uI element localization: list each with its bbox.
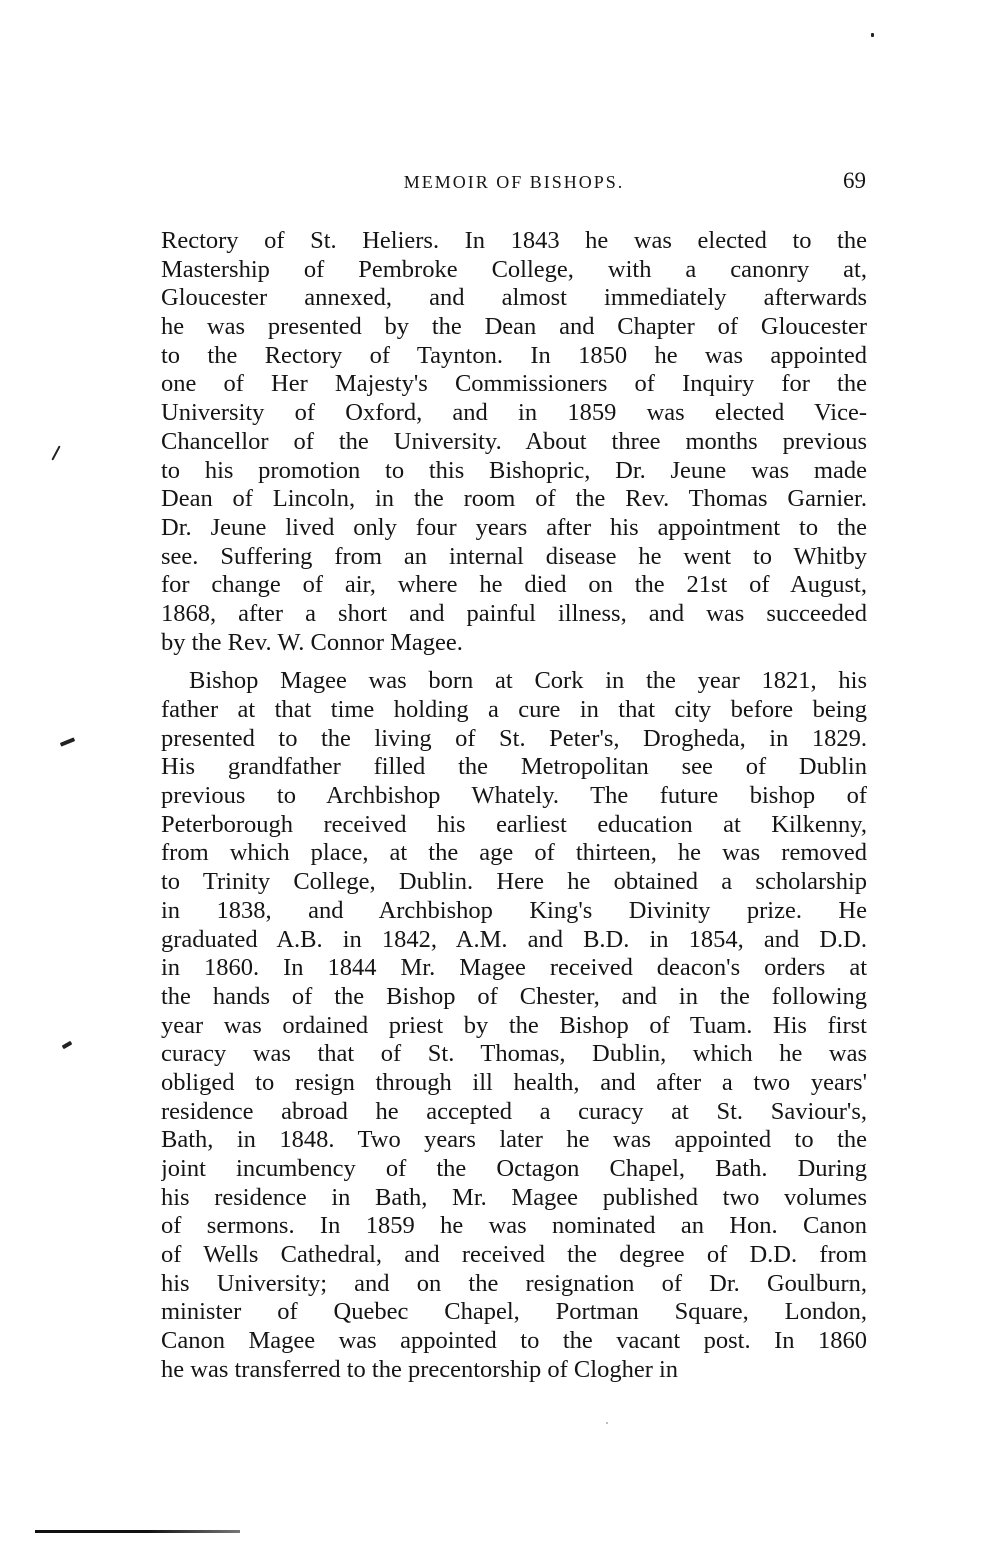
text-line: to Trinity College, Dublin. Here he obtained a scholarship [161, 868, 867, 896]
text-line: 1868, after a short and painful illness, and was succeeded [161, 599, 867, 627]
text-line: Peterborough received his earliest education at Kilkenny, [161, 810, 867, 838]
text-line: he was transferred to the precentorship of Clogher in [161, 1355, 679, 1383]
text-line: His grandfather filled the Metropolitan see of Dublin [161, 753, 867, 781]
text-line: Dean of Lincoln, in the room of the Rev. Thomas Garnier. [161, 485, 867, 513]
text-line: he was presented by the Dean and Chapter of Gloucester [161, 313, 867, 341]
running-title: MEMOIR OF BISHOPS. [403, 172, 625, 192]
body-text [161, 227, 867, 1385]
text-line: see. Suffering from an internal disease he went to Whitby [161, 542, 867, 570]
paragraph-bishop-magee [161, 667, 867, 1384]
margin-mark-tick [51, 445, 60, 460]
text-line: Gloucester annexed, and almost immediately afterwards [161, 284, 867, 312]
paragraph-gap [161, 657, 867, 667]
text-line: residence abroad he accepted a curacy at St. Saviour's, [161, 1097, 867, 1125]
text-line: Canon Magee was appointed to the vacant post. In 1860 [161, 1327, 867, 1355]
text-line: Bishop Magee was born at Cork in the year 1821, his [189, 667, 867, 695]
margin-mark-dash-2 [62, 1041, 73, 1049]
text-line: joint incumbency of the Octagon Chapel, Bath. During [161, 1155, 867, 1182]
text-line: Dr. Jeune lived only four years after his appointment to the [161, 513, 867, 541]
faint-speck-bottom [606, 1422, 608, 1424]
text-line: his residence in Bath, Mr. Magee published two volumes [161, 1183, 867, 1211]
text-line: minister of Quebec Chapel, Portman Square, London, [161, 1298, 867, 1326]
text-line: the hands of the Bishop of Chester, and in the following [161, 982, 867, 1010]
text-line: year was ordained priest by the Bishop of Tuam. His first [161, 1011, 867, 1039]
text-line: to his promotion to this Bishopric, Dr. Jeune was made [161, 456, 867, 484]
text-line: in 1838, and Archbishop King's Divinity prize. He [161, 896, 867, 924]
text-line: to the Rectory of Taynton. In 1850 he was appointed [161, 341, 867, 369]
text-line: obliged to resign through ill health, and after a two years' [161, 1068, 867, 1096]
text-line: curacy was that of St. Thomas, Dublin, which he was [161, 1040, 867, 1068]
text-line: for change of air, where he died on the 21st of August, [161, 571, 867, 599]
text-line: by the Rev. W. Connor Magee. [161, 628, 463, 656]
text-line: graduated A.B. in 1842, A.M. and B.D. in 1854, and D.D. [161, 925, 867, 953]
bottom-rule-line [35, 1530, 240, 1533]
running-header [162, 168, 866, 202]
text-line: Mastership of Pembroke College, with a canonry at, [161, 255, 867, 283]
text-line: Rectory of St. Heliers. In 1843 he was elected to the [161, 227, 867, 254]
margin-mark-dash-1 [60, 737, 75, 746]
text-line: in 1860. In 1844 Mr. Magee received deacon's orders at [161, 954, 867, 982]
text-line: from which place, at the age of thirteen, he was removed [161, 839, 867, 867]
text-line: previous to Archbishop Whately. The future bishop of [161, 782, 867, 810]
text-line: of sermons. In 1859 he was nominated an Hon. Canon [161, 1212, 867, 1240]
margin-speck-top [871, 33, 874, 37]
text-line: Bath, in 1848. Two years later he was appointed to the [161, 1126, 867, 1154]
text-line: father at that time holding a cure in that city before being [161, 696, 867, 723]
paragraph-continuation [161, 227, 867, 657]
text-line: one of Her Majesty's Commissioners of Inquiry for the [161, 370, 867, 398]
page-number: 69 [843, 168, 866, 193]
text-line: his University; and on the resignation of Dr. Goulburn, [161, 1269, 867, 1297]
text-line: presented to the living of St. Peter's, Drogheda, in 1829. [161, 724, 867, 752]
text-line: of Wells Cathedral, and received the degree of D.D. from [161, 1241, 867, 1269]
text-line: University of Oxford, and in 1859 was elected Vice- [161, 399, 867, 427]
text-line: Chancellor of the University. About three months previous [161, 427, 867, 455]
